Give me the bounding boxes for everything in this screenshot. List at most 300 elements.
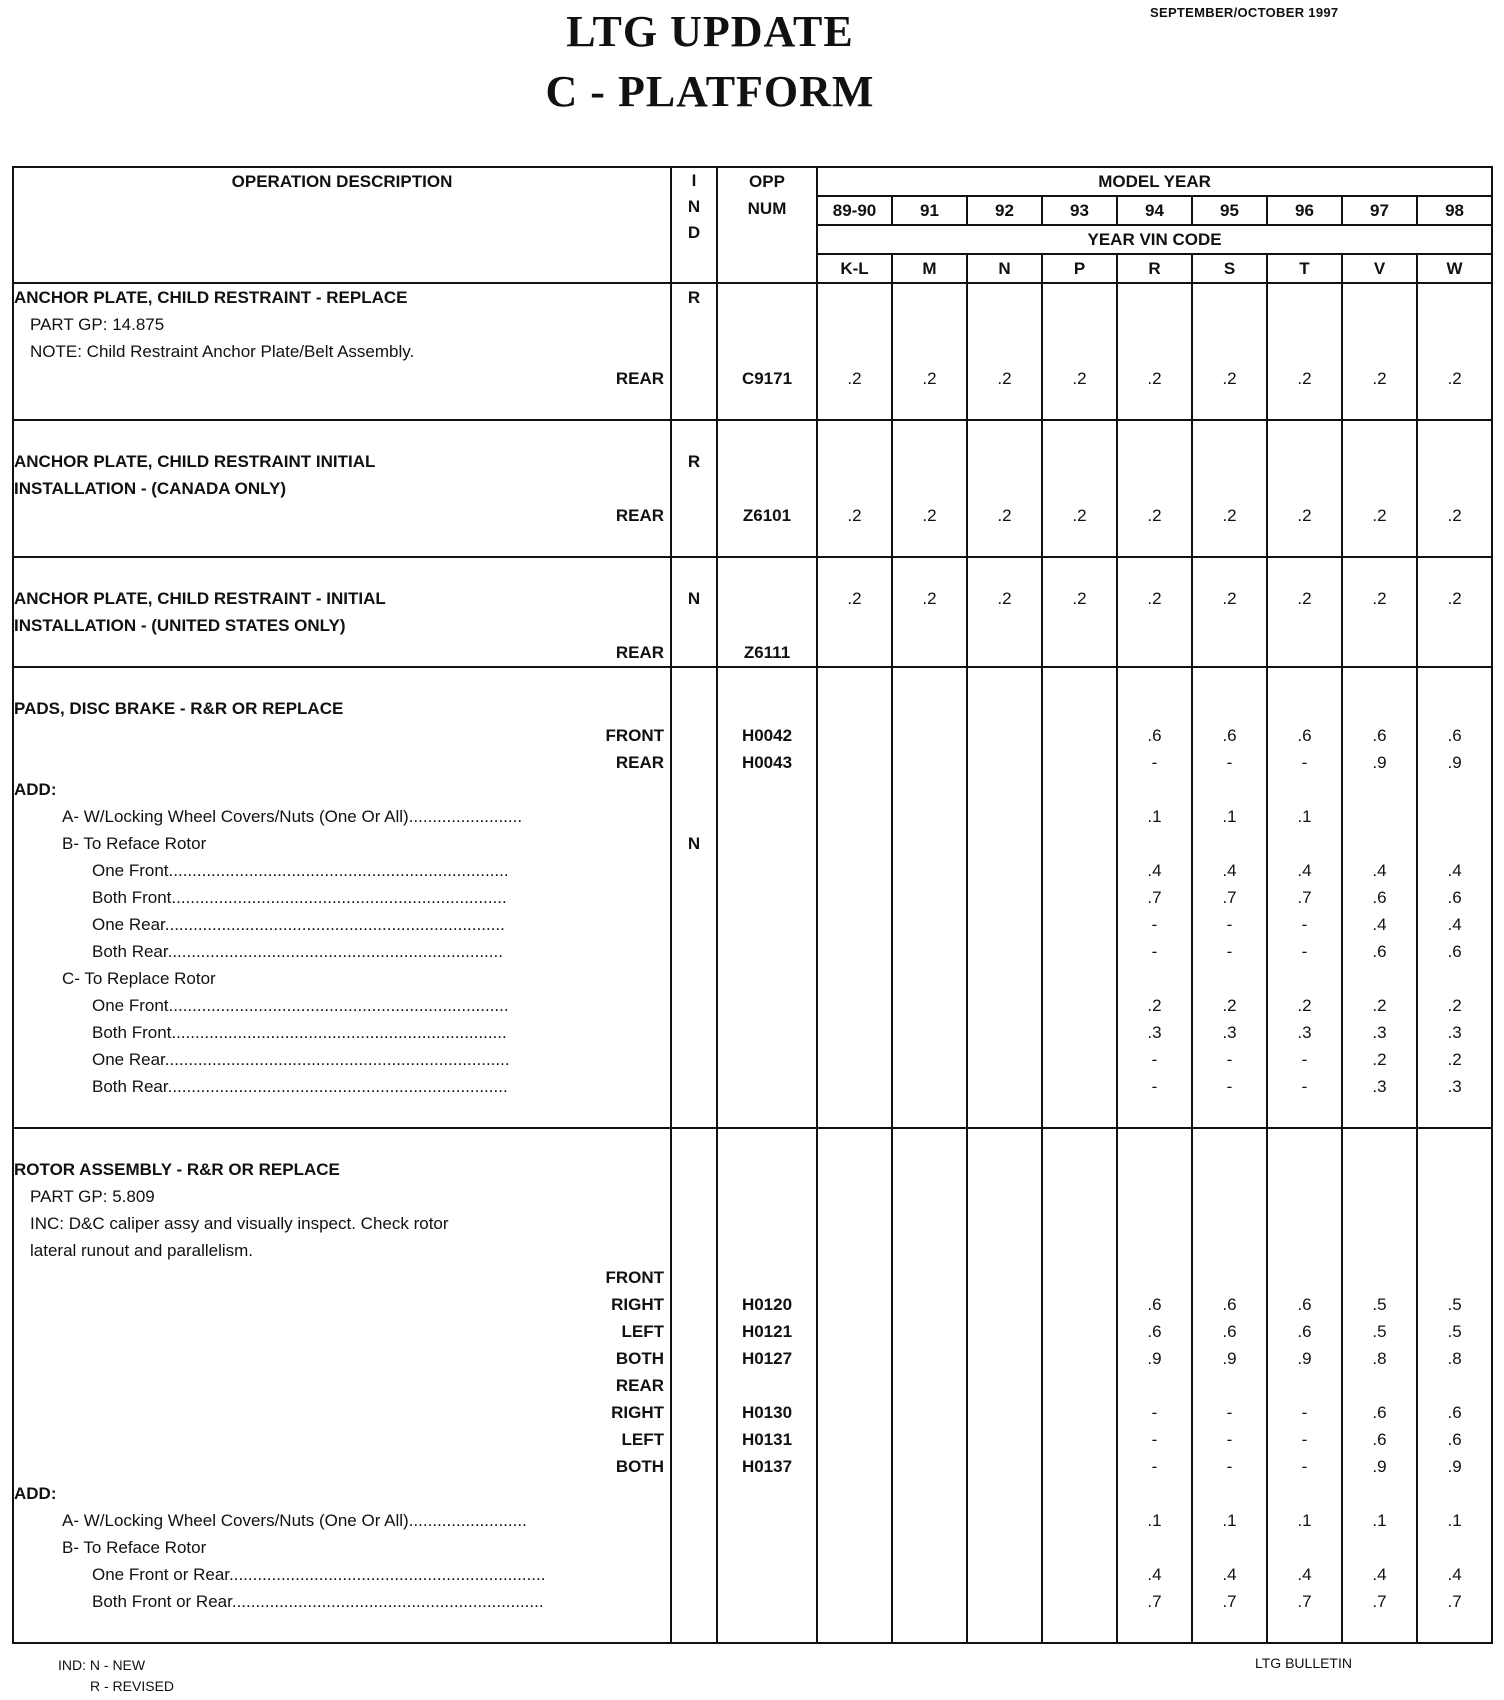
vin-code-cell: P	[1042, 254, 1117, 283]
opp-num	[718, 585, 816, 612]
labor-time-value	[1193, 1480, 1266, 1507]
labor-time-value	[818, 803, 891, 830]
labor-time-value	[1193, 1534, 1266, 1561]
labor-time-value	[968, 695, 1041, 722]
labor-time-value: .6	[1147, 726, 1162, 745]
spacer	[818, 1100, 891, 1127]
opp-num	[718, 1480, 816, 1507]
labor-time-value	[968, 1291, 1041, 1318]
spacer	[1043, 668, 1116, 695]
labor-time-value	[893, 612, 966, 639]
opp-num	[718, 1507, 816, 1534]
ind-code	[672, 1534, 716, 1561]
opp-num	[718, 695, 816, 722]
labor-time-value	[1343, 284, 1416, 311]
spacer	[718, 421, 816, 448]
operation-description: PART GP: 14.875	[30, 315, 165, 334]
labor-time-value	[968, 284, 1041, 311]
labor-time-value	[968, 992, 1041, 1019]
year-header-cell: 89-90	[817, 196, 892, 225]
labor-time-value	[893, 1073, 966, 1100]
labor-time-value	[1043, 1156, 1116, 1183]
spacer	[1343, 1129, 1416, 1156]
labor-time-value	[1193, 965, 1266, 992]
labor-time-value	[1043, 1210, 1116, 1237]
labor-time-value: .6	[1147, 1295, 1162, 1314]
publication-date: SEPTEMBER/OCTOBER 1997	[1150, 5, 1339, 20]
labor-time-value	[968, 639, 1041, 666]
spacer	[1043, 529, 1116, 556]
labor-time-value	[1193, 311, 1266, 338]
opp-num	[718, 1561, 816, 1588]
labor-time-value	[1118, 1183, 1191, 1210]
year-header-cell: 92	[967, 196, 1042, 225]
labor-time-value: .2	[922, 589, 937, 608]
year-value-column	[817, 1128, 892, 1643]
operation-description: REAR	[615, 506, 664, 525]
labor-time-value: .2	[922, 506, 937, 525]
year-header-cell: 97	[1342, 196, 1417, 225]
spacer	[968, 1129, 1041, 1156]
labor-time-value: -	[1226, 1430, 1233, 1449]
ind-column	[671, 667, 717, 1128]
opp-num: H0042	[741, 726, 793, 745]
year-value-column	[967, 667, 1042, 1128]
labor-time-value	[968, 1046, 1041, 1073]
num-header: NUM	[747, 199, 787, 218]
ind-column	[671, 1128, 717, 1643]
labor-time-value	[1043, 884, 1116, 911]
labor-time-value	[1343, 475, 1416, 502]
spacer	[1343, 529, 1416, 556]
labor-time-value	[893, 1345, 966, 1372]
labor-time-value: .2	[1222, 996, 1237, 1015]
spacer	[1118, 421, 1191, 448]
labor-time-value: .9	[1147, 1349, 1162, 1368]
labor-time-value	[818, 475, 891, 502]
spacer	[1118, 1129, 1191, 1156]
spacer	[14, 558, 670, 585]
labor-time-value: .6	[1372, 726, 1387, 745]
labor-time-value	[1343, 1156, 1416, 1183]
labor-time-value	[1043, 776, 1116, 803]
ind-code	[672, 1480, 716, 1507]
spacer	[893, 1100, 966, 1127]
labor-time-value: .5	[1372, 1322, 1387, 1341]
labor-time-value: .6	[1297, 1322, 1312, 1341]
labor-time-value	[1043, 938, 1116, 965]
labor-time-value	[1043, 1318, 1116, 1345]
labor-time-value	[1193, 1237, 1266, 1264]
spacer	[1343, 392, 1416, 419]
operation-description: REAR	[615, 643, 664, 662]
labor-time-value: .1	[1447, 1511, 1462, 1530]
ind-code	[672, 1372, 716, 1399]
operation-section	[13, 1128, 1492, 1643]
operation-section	[13, 420, 1492, 557]
opp-num	[718, 612, 816, 639]
ind-code	[672, 884, 716, 911]
spacer	[818, 558, 891, 585]
year-value-column	[1342, 1128, 1417, 1643]
operation-description: B- To Reface Rotor	[62, 1538, 207, 1557]
labor-time-value	[1343, 1210, 1416, 1237]
labor-time-value	[1118, 612, 1191, 639]
labor-time-value	[1268, 284, 1341, 311]
labor-time-value: .1	[1147, 807, 1162, 826]
year-value-column	[1342, 667, 1417, 1128]
year-value-column	[1267, 557, 1342, 667]
labor-time-value	[1343, 639, 1416, 666]
labor-time-value: .2	[1147, 996, 1162, 1015]
operation-description: LEFT	[621, 1430, 664, 1449]
labor-time-value: .2	[1372, 1050, 1387, 1069]
labor-time-value: .6	[1222, 726, 1237, 745]
labor-time-value	[818, 1237, 891, 1264]
labor-time-value: .3	[1297, 1023, 1312, 1042]
labor-time-value	[818, 938, 891, 965]
spacer	[968, 558, 1041, 585]
spacer	[818, 1129, 891, 1156]
labor-time-value	[818, 1345, 891, 1372]
spacer	[718, 668, 816, 695]
operation-description: Both Rear........................................................................	[92, 1077, 508, 1096]
labor-time-value	[818, 284, 891, 311]
opp-num	[718, 1534, 816, 1561]
labor-time-value	[1043, 475, 1116, 502]
labor-time-value	[1118, 639, 1191, 666]
labor-time-value	[893, 776, 966, 803]
spacer	[1043, 558, 1116, 585]
spacer	[1193, 558, 1266, 585]
spacer	[1418, 668, 1491, 695]
opp-num	[718, 284, 816, 311]
operation-description: REAR	[615, 753, 664, 772]
labor-time-value	[818, 749, 891, 776]
labor-time-value	[1118, 1534, 1191, 1561]
spacer	[14, 529, 670, 556]
labor-time-value	[1118, 1264, 1191, 1291]
ind-code	[672, 1345, 716, 1372]
ind-code	[672, 1318, 716, 1345]
labor-time-value	[818, 1426, 891, 1453]
labor-time-value	[1043, 1507, 1116, 1534]
labor-time-value	[1043, 1019, 1116, 1046]
operation-description: PADS, DISC BRAKE - R&R OR REPLACE	[14, 699, 344, 718]
opp-num	[718, 776, 816, 803]
year-value-column	[1342, 283, 1417, 420]
labor-time-value: -	[1226, 1457, 1233, 1476]
labor-time-value	[968, 857, 1041, 884]
labor-time-value	[1418, 612, 1491, 639]
labor-time-value	[893, 695, 966, 722]
labor-time-value	[818, 857, 891, 884]
ind-code	[672, 475, 716, 502]
labor-time-value: .4	[1372, 861, 1387, 880]
opp-num	[718, 965, 816, 992]
opp-num	[718, 448, 816, 475]
labor-time-value	[818, 1264, 891, 1291]
year-header-cell: 96	[1267, 196, 1342, 225]
labor-time-value: .4	[1447, 861, 1462, 880]
operation-description: One Rear.........................................................................	[92, 1050, 510, 1069]
labor-time-value: -	[1226, 942, 1233, 961]
labor-time-value: -	[1301, 753, 1308, 772]
labor-time-value	[893, 338, 966, 365]
year-value-column	[1192, 1128, 1267, 1643]
ind-code	[672, 1264, 716, 1291]
spacer	[1193, 421, 1266, 448]
opp-num	[718, 1210, 816, 1237]
operation-description: ROTOR ASSEMBLY - R&R OR REPLACE	[14, 1160, 340, 1179]
labor-time-value	[1043, 1372, 1116, 1399]
year-value-column	[1417, 420, 1492, 557]
year-value-column	[967, 420, 1042, 557]
spacer	[1043, 392, 1116, 419]
labor-time-value	[1193, 612, 1266, 639]
labor-time-value	[818, 1372, 891, 1399]
spacer	[718, 1100, 816, 1127]
ind-column	[671, 420, 717, 557]
ind-code	[672, 1073, 716, 1100]
operation-description: INC: D&C caliper assy and visually inspect. Check rotor	[30, 1214, 449, 1233]
labor-time-value: .8	[1447, 1349, 1462, 1368]
labor-time-value	[1043, 1534, 1116, 1561]
labor-time-value	[893, 1588, 966, 1615]
spacer	[14, 1129, 670, 1156]
ind-code	[672, 1291, 716, 1318]
ind-code	[672, 311, 716, 338]
spacer	[1418, 558, 1491, 585]
ind-code	[672, 502, 716, 529]
year-value-column	[817, 283, 892, 420]
labor-time-value	[1043, 1480, 1116, 1507]
labor-time-value	[968, 965, 1041, 992]
labor-time-value	[968, 1156, 1041, 1183]
labor-time-value	[893, 911, 966, 938]
labor-time-value	[968, 1561, 1041, 1588]
year-header-cell: 95	[1192, 196, 1267, 225]
opp-num	[718, 857, 816, 884]
year-value-column	[892, 557, 967, 667]
vin-code-cell: M	[892, 254, 967, 283]
labor-time-value	[818, 1561, 891, 1588]
operation-description: Both Front.......................................................................	[92, 888, 507, 907]
labor-time-value	[893, 830, 966, 857]
labor-time-value	[893, 938, 966, 965]
labor-time-value	[1418, 448, 1491, 475]
labor-time-value: .4	[1297, 861, 1312, 880]
labor-time-value: .2	[1372, 369, 1387, 388]
labor-time-value: .4	[1147, 861, 1162, 880]
ind-code	[672, 1046, 716, 1073]
labor-time-value	[1418, 1480, 1491, 1507]
labor-time-value	[1418, 830, 1491, 857]
labor-time-value	[818, 911, 891, 938]
labor-time-value: .2	[1297, 589, 1312, 608]
labor-time-value	[1268, 338, 1341, 365]
ind-code	[672, 1426, 716, 1453]
labor-time-value	[1343, 1372, 1416, 1399]
spacer	[718, 392, 816, 419]
labor-time-value: .6	[1297, 726, 1312, 745]
spacer	[968, 529, 1041, 556]
labor-time-value	[893, 1507, 966, 1534]
opp-num: H0130	[741, 1403, 793, 1422]
ind-code	[672, 695, 716, 722]
labor-time-value	[968, 1399, 1041, 1426]
labor-time-value	[968, 1019, 1041, 1046]
labor-time-value	[818, 722, 891, 749]
opp-num: H0043	[741, 753, 793, 772]
labor-time-value	[1268, 1480, 1341, 1507]
spacer	[1268, 558, 1341, 585]
ind-code	[672, 965, 716, 992]
ind-code: N	[687, 589, 701, 608]
labor-time-value: .3	[1372, 1077, 1387, 1096]
page-title-line2: C - PLATFORM	[545, 67, 875, 116]
ind-code	[672, 992, 716, 1019]
labor-time-value	[1043, 1588, 1116, 1615]
labor-time-value	[1118, 695, 1191, 722]
ind-code	[672, 1588, 716, 1615]
labor-time-value	[968, 1345, 1041, 1372]
year-value-column	[817, 557, 892, 667]
labor-time-value: .2	[1297, 996, 1312, 1015]
spacer	[14, 668, 670, 695]
labor-time-value	[968, 1426, 1041, 1453]
labor-time-value: .1	[1222, 807, 1237, 826]
labor-time-value: .9	[1297, 1349, 1312, 1368]
labor-time-value: -	[1301, 1077, 1308, 1096]
labor-time-value	[1343, 1264, 1416, 1291]
labor-time-value	[818, 1291, 891, 1318]
opp-num: H0121	[741, 1322, 793, 1341]
year-value-column	[1042, 557, 1117, 667]
labor-time-value	[1118, 1237, 1191, 1264]
labor-time-value	[968, 1073, 1041, 1100]
labor-time-value: .2	[1147, 506, 1162, 525]
labor-time-value	[818, 830, 891, 857]
labor-time-value	[1193, 1210, 1266, 1237]
labor-time-value: .1	[1147, 1511, 1162, 1530]
operation-description: ANCHOR PLATE, CHILD RESTRAINT - REPLACE	[14, 288, 408, 307]
spacer	[1418, 392, 1491, 419]
opp-num: H0137	[741, 1457, 793, 1476]
spacer	[1268, 421, 1341, 448]
labor-time-value	[1418, 475, 1491, 502]
opp-num	[718, 1183, 816, 1210]
labor-time-value: .2	[1447, 589, 1462, 608]
spacer	[1193, 529, 1266, 556]
opp-num	[718, 1237, 816, 1264]
operation-description: FRONT	[605, 726, 664, 745]
labor-time-value	[1118, 1480, 1191, 1507]
opp-num-column	[717, 667, 817, 1128]
year-value-column	[1192, 283, 1267, 420]
labor-time-value	[1268, 1264, 1341, 1291]
year-value-column	[1042, 420, 1117, 557]
opp-num	[718, 830, 816, 857]
year-header-cell: 91	[892, 196, 967, 225]
labor-time-value: -	[1151, 1077, 1158, 1096]
labor-time-value: .2	[1372, 589, 1387, 608]
labor-time-value	[1418, 1183, 1491, 1210]
labor-time-value	[818, 1318, 891, 1345]
year-value-column	[1417, 667, 1492, 1128]
opp-num: Z6101	[742, 506, 792, 525]
spacer	[1043, 1615, 1116, 1642]
labor-time-value: -	[1301, 1403, 1308, 1422]
labor-time-value	[1418, 1534, 1491, 1561]
spacer	[1343, 1615, 1416, 1642]
labor-time-value	[1268, 612, 1341, 639]
labor-time-value	[893, 1318, 966, 1345]
labor-time-value	[968, 830, 1041, 857]
year-value-column	[1042, 1128, 1117, 1643]
spacer	[672, 421, 716, 448]
spacer	[14, 421, 670, 448]
labor-time-value: .2	[1447, 1050, 1462, 1069]
labor-time-value	[1043, 1291, 1116, 1318]
labor-time-value: -	[1151, 1403, 1158, 1422]
labor-time-value: -	[1226, 1050, 1233, 1069]
labor-time-value	[1418, 1237, 1491, 1264]
labor-time-value	[968, 1210, 1041, 1237]
operation-section	[13, 667, 1492, 1128]
labor-time-value: .9	[1222, 1349, 1237, 1368]
labor-time-value	[1268, 475, 1341, 502]
year-value-column	[1042, 667, 1117, 1128]
labor-time-value	[1118, 475, 1191, 502]
labor-time-value	[818, 1073, 891, 1100]
labor-time-value: .5	[1447, 1295, 1462, 1314]
ind-code	[672, 803, 716, 830]
labor-time-value	[1118, 776, 1191, 803]
spacer	[1268, 1129, 1341, 1156]
year-header-cell: 93	[1042, 196, 1117, 225]
operation-description: LEFT	[621, 1322, 664, 1341]
year-value-column	[892, 667, 967, 1128]
opp-num	[718, 803, 816, 830]
spacer	[1043, 1100, 1116, 1127]
spacer	[672, 558, 716, 585]
labor-time-value	[968, 803, 1041, 830]
labor-time-value	[968, 475, 1041, 502]
labor-time-value	[1043, 338, 1116, 365]
operation-section	[13, 283, 1492, 420]
labor-time-value	[1193, 1156, 1266, 1183]
labor-time-value: .6	[1372, 942, 1387, 961]
labor-time-value	[1343, 776, 1416, 803]
spacer	[1193, 392, 1266, 419]
opp-num-column	[717, 283, 817, 420]
spacer	[1118, 529, 1191, 556]
page-title-line1: LTG UPDATE	[566, 7, 854, 56]
labor-time-value	[818, 448, 891, 475]
labor-time-value	[818, 1588, 891, 1615]
labor-time-value: .4	[1447, 1565, 1462, 1584]
labor-time-value	[1193, 448, 1266, 475]
opp-num-column	[717, 420, 817, 557]
spacer	[718, 558, 816, 585]
labor-time-value: .2	[1297, 369, 1312, 388]
ind-code	[672, 1561, 716, 1588]
labor-time-value: .3	[1447, 1077, 1462, 1096]
spacer	[1118, 558, 1191, 585]
operation-description: INSTALLATION - (CANADA ONLY)	[14, 479, 286, 498]
labor-time-value: .6	[1372, 1403, 1387, 1422]
